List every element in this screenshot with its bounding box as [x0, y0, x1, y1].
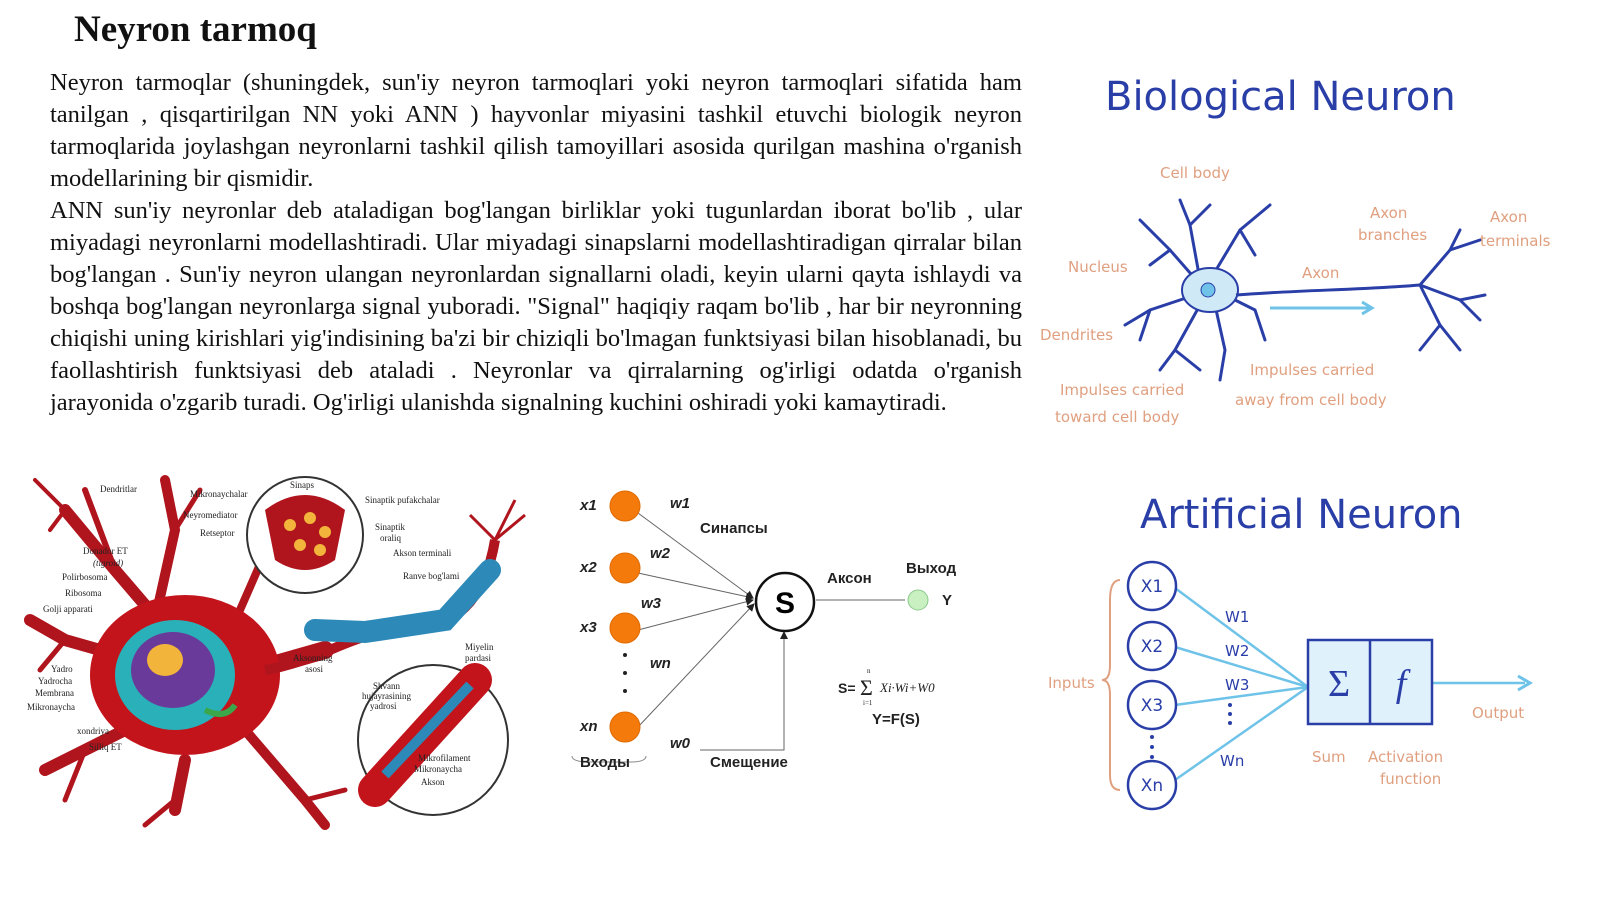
label-mikrofilament: Mikrofilament — [418, 753, 471, 763]
label-sinaptik-pufakchalar: Sinaptik pufakchalar — [365, 495, 440, 505]
weight-label-wn: wn — [650, 655, 671, 672]
bio-sketch-title: Biological Neuron — [1105, 74, 1456, 120]
label-mikronaychalar: Mikronaychalar — [190, 489, 248, 499]
label-silliq: Silliq ET — [89, 742, 122, 752]
bio-sketch-nucleus — [1201, 283, 1215, 297]
art-weight-dots — [1228, 703, 1232, 725]
art-func-symbol: f — [1395, 663, 1407, 705]
formula-2: Y=F(S) — [872, 711, 920, 728]
art-sum-label: Sum — [1312, 748, 1346, 766]
input-node-xn — [610, 712, 640, 742]
label-hujayrasining: hujayrasining — [362, 691, 411, 701]
formula-rhs: Xi·Wi+W0 — [880, 680, 935, 695]
input-nodes — [610, 491, 640, 742]
ann-connections — [638, 513, 905, 750]
art-weight-label-wn: Wn — [1220, 752, 1245, 770]
axon-label: Аксон — [827, 570, 872, 587]
label-ranve: Ranve bog'lami — [403, 571, 460, 581]
sum-node-label: S — [774, 587, 796, 620]
input-label-x3: x3 — [580, 619, 597, 636]
input-label-x1: x1 — [580, 497, 597, 514]
formula-sum: Σ — [860, 675, 873, 700]
bio-label-impulses-in-1: Impulses carried — [1060, 381, 1185, 399]
label-yadrocha: Yadrocha — [38, 676, 73, 686]
label-aksonning: Aksonning — [293, 653, 333, 663]
body-text — [50, 67, 1022, 419]
axon-terminals — [470, 500, 525, 540]
art-input-nodes — [1128, 562, 1176, 809]
formula — [838, 667, 935, 728]
synapses-label: Синапсы — [700, 520, 768, 537]
label-sinaps: Sinaps — [290, 480, 315, 490]
label-golji: Golji apparati — [43, 604, 93, 614]
bio-label-impulses-in-2: toward cell body — [1055, 408, 1180, 426]
synapse-terminal — [265, 495, 345, 570]
weight-label-w2: w2 — [650, 545, 671, 562]
art-weight-label-w1: W1 — [1225, 608, 1250, 626]
nucleolus — [147, 644, 183, 676]
art-inputs-label: Inputs — [1048, 674, 1095, 692]
label-akson-terminali: Akson terminali — [393, 548, 452, 558]
bio-label-axon: Axon — [1302, 264, 1340, 282]
biological-neuron-sketch — [1040, 50, 1580, 450]
art-inputs-brace — [1102, 580, 1120, 790]
art-input-label-x2: X2 — [1140, 637, 1164, 657]
art-activation-label-2: function — [1380, 770, 1442, 788]
label-asosi: asosi — [305, 664, 323, 674]
label-dendritlar: Dendritlar — [100, 484, 137, 494]
formula-bottom: i=1 — [863, 699, 873, 707]
art-input-label-xn: Xn — [1140, 776, 1164, 796]
input-label-xn: xn — [580, 718, 598, 735]
bio-label-axon-branches-2: branches — [1358, 226, 1428, 244]
art-activation-label-1: Activation — [1368, 748, 1444, 766]
label-mikronaycha-2: Mikronaycha — [414, 764, 462, 774]
artificial-neuron-sketch — [1040, 480, 1580, 820]
paragraph-2: ANN sun'iy neyronlar deb ataladigan bog'langan birliklar yoki tugunlardan iborat bo'lib , ular miyadagi neyronlarni modellashtiradi. Ular miyadagi sinapslarni modellashtiradigan qirralar bilan bog'langan . Sun'iy neyron ulangan neyronlardan signallarni oladi, keyin ularni qayta ishlaydi va boshqa bog'langan neyronlarga signal yuboradi. "Signal" haqiqiy raqam bo'lib , har bir neyronning chiqishi uning kirishlari yig'indisining ba'zi bir chiziqli bo'lmagan funktsiyasi bilan hisoblanadi, bu faollashtirish funktsiyasi deb ataladi . Neyronlar va qirralarning og'irligi odatda o'rganish jarayonida o'zgarib turadi. Og'irligi ulanishda signalning kuchini oshiradi yoki kamaytiradi. — [50, 197, 1022, 416]
label-ribosoma: Ribosoma — [65, 588, 102, 598]
weight-label-w1: w1 — [670, 495, 691, 512]
bio-label-dendrites: Dendrites — [1040, 326, 1114, 344]
ellipsis-dots — [623, 653, 627, 693]
formula-lhs: S= — [838, 680, 856, 696]
bias-label: Смещение — [710, 754, 788, 771]
weight-label-w0: w0 — [670, 735, 691, 752]
label-retseptor: Retseptor — [200, 528, 235, 538]
output-node — [908, 590, 928, 610]
art-weight-label-w2: W2 — [1225, 642, 1250, 660]
bio-label-nucleus: Nucleus — [1068, 258, 1128, 276]
art-input-label-x1: X1 — [1140, 577, 1164, 597]
output-symbol: Y — [942, 592, 953, 609]
label-yadro: Yadro — [51, 664, 73, 674]
bio-label-impulses-out-2: away from cell body — [1235, 391, 1387, 409]
art-output-label: Output — [1472, 704, 1525, 722]
label-neyromediator: Neyromediator — [183, 510, 238, 520]
input-node-x3 — [610, 613, 640, 643]
label-sinaptik: Sinaptik — [375, 522, 406, 532]
bio-sketch-axon-terminals — [1420, 230, 1485, 350]
label-membrana: Membrana — [35, 688, 74, 698]
art-input-label-x3: X3 — [1140, 696, 1164, 716]
label-akson: Akson — [421, 777, 445, 787]
weight-label-w3: w3 — [641, 595, 662, 612]
input-node-x1 — [610, 491, 640, 521]
art-weight-label-w3: W3 — [1225, 676, 1250, 694]
label-pardasi: pardasi — [465, 653, 491, 663]
label-yadrosi: yadrosi — [370, 701, 397, 711]
label-oraliq: oraliq — [380, 533, 401, 543]
bio-sketch-axon — [1236, 285, 1420, 295]
bio-label-axon-branches-1: Axon — [1370, 204, 1408, 222]
neuron-anatomy-illustration — [25, 470, 530, 830]
ann-diagram — [570, 480, 990, 790]
art-sketch-title: Artificial Neuron — [1140, 492, 1463, 538]
label-donador: Donador ET — [83, 546, 128, 556]
input-label-x2: x2 — [580, 559, 597, 576]
input-node-x2 — [610, 553, 640, 583]
label-xondriya: xondriya — [77, 726, 109, 736]
bio-label-axon-terminals-2: terminals — [1480, 232, 1551, 250]
paragraph-1: Neyron tarmoqlar (shuningdek, sun'iy neyron tarmoqlari yoki neyron tarmoqlari sifatida ham tanilgan , qisqartirilgan NN yoki ANN ) hayvonlar miyasini tashkil etuvchi biologik neyron tarmoqlarida joylashgan neyronlarni tashkil qilish tamoyillari asosida qurilgan mashina o'rganish modellarining bir qismidir. — [50, 69, 1022, 192]
label-miyelin: Miyelin — [465, 642, 494, 652]
label-tigroid: (tigroid) — [93, 558, 124, 568]
bio-label-impulses-out-1: Impulses carried — [1250, 361, 1375, 379]
slide-title: Neyron tarmoq — [74, 9, 317, 50]
label-mikronaycha: Mikronaycha — [27, 702, 75, 712]
bio-label-axon-terminals-1: Axon — [1490, 208, 1528, 226]
inputs-label: Входы — [580, 754, 630, 771]
formula-top: n — [867, 667, 871, 675]
label-polirbosoma: Polirbosoma — [62, 572, 108, 582]
art-sum-symbol: Σ — [1327, 663, 1351, 705]
label-shvann: Shvann — [373, 681, 400, 691]
bio-label-cell-body: Cell body — [1160, 164, 1230, 182]
output-label: Выход — [906, 560, 957, 577]
art-ellipsis-dots — [1150, 735, 1154, 759]
